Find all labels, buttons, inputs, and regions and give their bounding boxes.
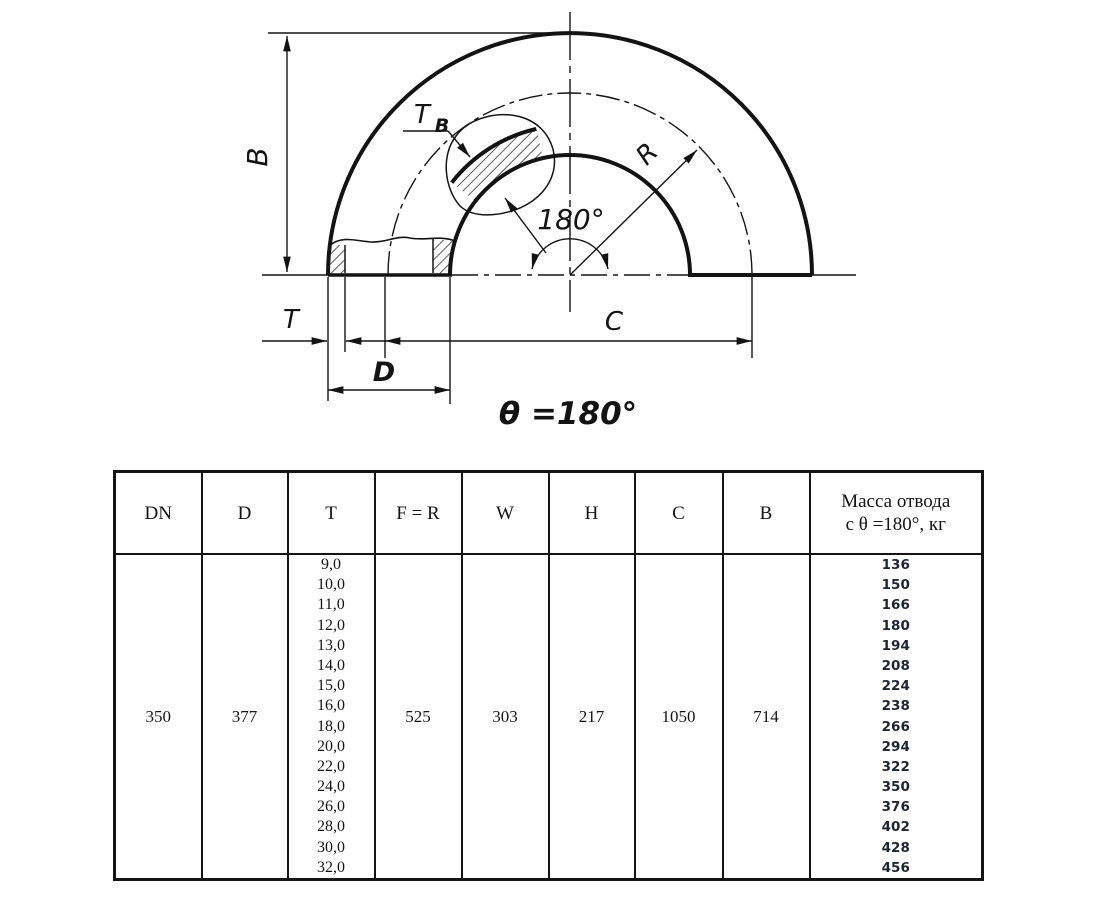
mass-value: 166 xyxy=(881,597,910,614)
col-header-w: W xyxy=(462,472,549,555)
mass-value: 402 xyxy=(881,819,910,836)
mass-value: 376 xyxy=(881,799,910,816)
t-value: 30,0 xyxy=(317,838,345,856)
col-header-fr: F = R xyxy=(375,472,462,555)
mass-header-line2: с θ =180°, кг xyxy=(845,514,946,535)
label-b: B xyxy=(241,147,274,167)
mass-header-line1: Масса отвода xyxy=(841,491,951,512)
t-value: 13,0 xyxy=(317,636,345,654)
label-r: R xyxy=(630,137,665,172)
mass-value: 136 xyxy=(881,557,910,573)
mass-value: 428 xyxy=(881,839,910,856)
mass-value: 456 xyxy=(881,859,910,876)
mass-value: 238 xyxy=(881,698,910,715)
t-value: 26,0 xyxy=(317,798,345,816)
t-value: 18,0 xyxy=(317,717,345,735)
t-value: 16,0 xyxy=(317,697,345,715)
mass-value: 180 xyxy=(881,617,910,634)
mass-value: 208 xyxy=(881,657,910,674)
cell-t-values xyxy=(288,554,375,880)
label-t: T xyxy=(283,305,299,335)
label-tw-sub: B xyxy=(434,115,450,137)
col-header-mass xyxy=(810,472,983,555)
mass-value: 322 xyxy=(881,758,910,775)
cell-w: 303 xyxy=(462,554,549,880)
t-value: 9,0 xyxy=(321,556,341,573)
mass-value: 150 xyxy=(881,577,910,594)
t-value: 14,0 xyxy=(317,656,345,674)
cell-dn: 350 xyxy=(115,554,202,880)
t-value: 12,0 xyxy=(317,616,345,634)
pipe-outline xyxy=(262,33,856,275)
t-value: 24,0 xyxy=(317,778,345,796)
col-header-dn: DN xyxy=(115,472,202,555)
mass-value: 294 xyxy=(881,738,910,755)
t-value: 22,0 xyxy=(317,757,345,775)
mass-value: 224 xyxy=(881,678,910,695)
cell-h: 217 xyxy=(549,554,635,880)
mass-value: 266 xyxy=(881,718,910,735)
col-header-b: B xyxy=(723,472,810,555)
col-header-t: T xyxy=(288,472,375,555)
cell-c: 1050 xyxy=(635,554,723,880)
col-header-d: D xyxy=(202,472,288,555)
label-angle-180: 180° xyxy=(537,203,605,236)
t-value: 32,0 xyxy=(317,858,345,876)
t-value: 10,0 xyxy=(317,576,345,594)
label-c: C xyxy=(604,307,624,337)
col-header-c: C xyxy=(635,472,723,555)
cell-mass-values xyxy=(810,554,983,880)
cell-d: 377 xyxy=(202,554,288,880)
t-value: 15,0 xyxy=(317,677,345,695)
cell-fr: 525 xyxy=(375,554,462,880)
wall-hatch-left xyxy=(329,245,345,274)
mass-value: 194 xyxy=(881,637,910,654)
label-tw-main: T xyxy=(414,100,430,130)
t-value: 28,0 xyxy=(317,818,345,836)
header-row xyxy=(115,472,983,555)
t-value: 11,0 xyxy=(317,596,345,614)
dimensions-table xyxy=(113,470,984,881)
t-value: 20,0 xyxy=(317,737,345,755)
cell-b: 714 xyxy=(723,554,810,880)
label-theta: θ =180° xyxy=(498,396,638,432)
table-row xyxy=(115,554,983,880)
mass-value: 350 xyxy=(881,779,910,796)
label-d: D xyxy=(372,357,396,388)
end-section xyxy=(329,237,455,273)
col-header-h: H xyxy=(549,472,635,555)
